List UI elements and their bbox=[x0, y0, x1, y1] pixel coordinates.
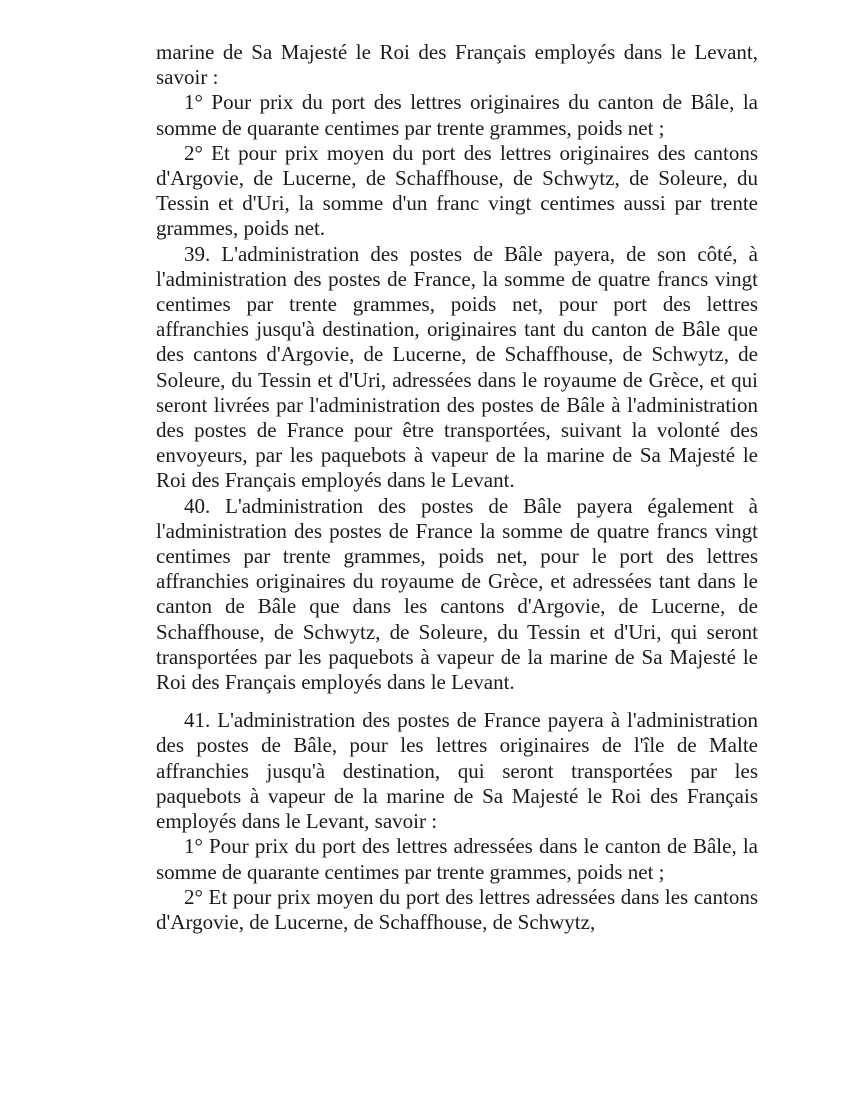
paragraph-38-item-1: 1° Pour prix du port des lettres originaires du canton de Bâle, la somme de quarante centimes par trente grammes, poids net ; bbox=[156, 90, 758, 140]
article-40: 40. L'administration des postes de Bâle payera également à l'administration des postes de France la somme de quatre francs vingt centimes par trente grammes, poids net, pour le port des lettres affranchies originaires du royaume de Grèce, et adressées tant dans le canton de Bâle que dans les cantons d'Argovie, de Lucerne, de Schaffhouse, de Schwytz, de Soleure, du Tessin et d'Uri, qui seront transportées par les paquebots à vapeur de la marine de Sa Majesté le Roi des Français employés dans le Levant. bbox=[156, 493, 758, 695]
article-39: 39. L'administration des postes de Bâle payera, de son côté, à l'administration des postes de France, la somme de quatre francs vingt centimes par trente grammes, poids net, pour port des lettres affranchies jusqu'à destination, originaires tant du canton de Bâle que des cantons d'Argovie, de Lucerne, de Schaffhouse, de Schwytz, de Soleure, du Tessin et d'Uri, adressées dans le royaume de Grèce, et qui seront livrées par l'administration des postes de Bâle à l'administration des postes de France pour être transportées, suivant la volonté des envoyeurs, par les paquebots à vapeur de la marine de Sa Majesté le Roi des Français employés dans le Levant. bbox=[156, 241, 758, 493]
article-41: 41. L'administration des postes de France payera à l'administration des postes de Bâle, pour les lettres originaires de l'île de Malte affranchies jusqu'à destination, qui seront transportées par les paquebots à vapeur de la marine de Sa Majesté le Roi des Français employés dans le Levant, savoir : bbox=[156, 708, 758, 834]
article-41-item-2: 2° Et pour prix moyen du port des lettres adressées dans les cantons d'Argovie, de Lucerne, de Schaffhouse, de Schwytz, bbox=[156, 884, 758, 934]
document-page bbox=[156, 40, 758, 935]
paragraph-continuation: marine de Sa Majesté le Roi des Français employés dans le Levant, savoir : bbox=[156, 40, 758, 90]
paragraph-38-item-2: 2° Et pour prix moyen du port des lettres originaires des cantons d'Argovie, de Lucerne, de Schaffhouse, de Schwytz, de Soleure, du Tessin et d'Uri, la somme d'un franc vingt centimes aussi par trente grammes, poids net. bbox=[156, 140, 758, 241]
article-41-item-1: 1° Pour prix du port des lettres adressées dans le canton de Bâle, la somme de quarante centimes par trente grammes, poids net ; bbox=[156, 834, 758, 884]
